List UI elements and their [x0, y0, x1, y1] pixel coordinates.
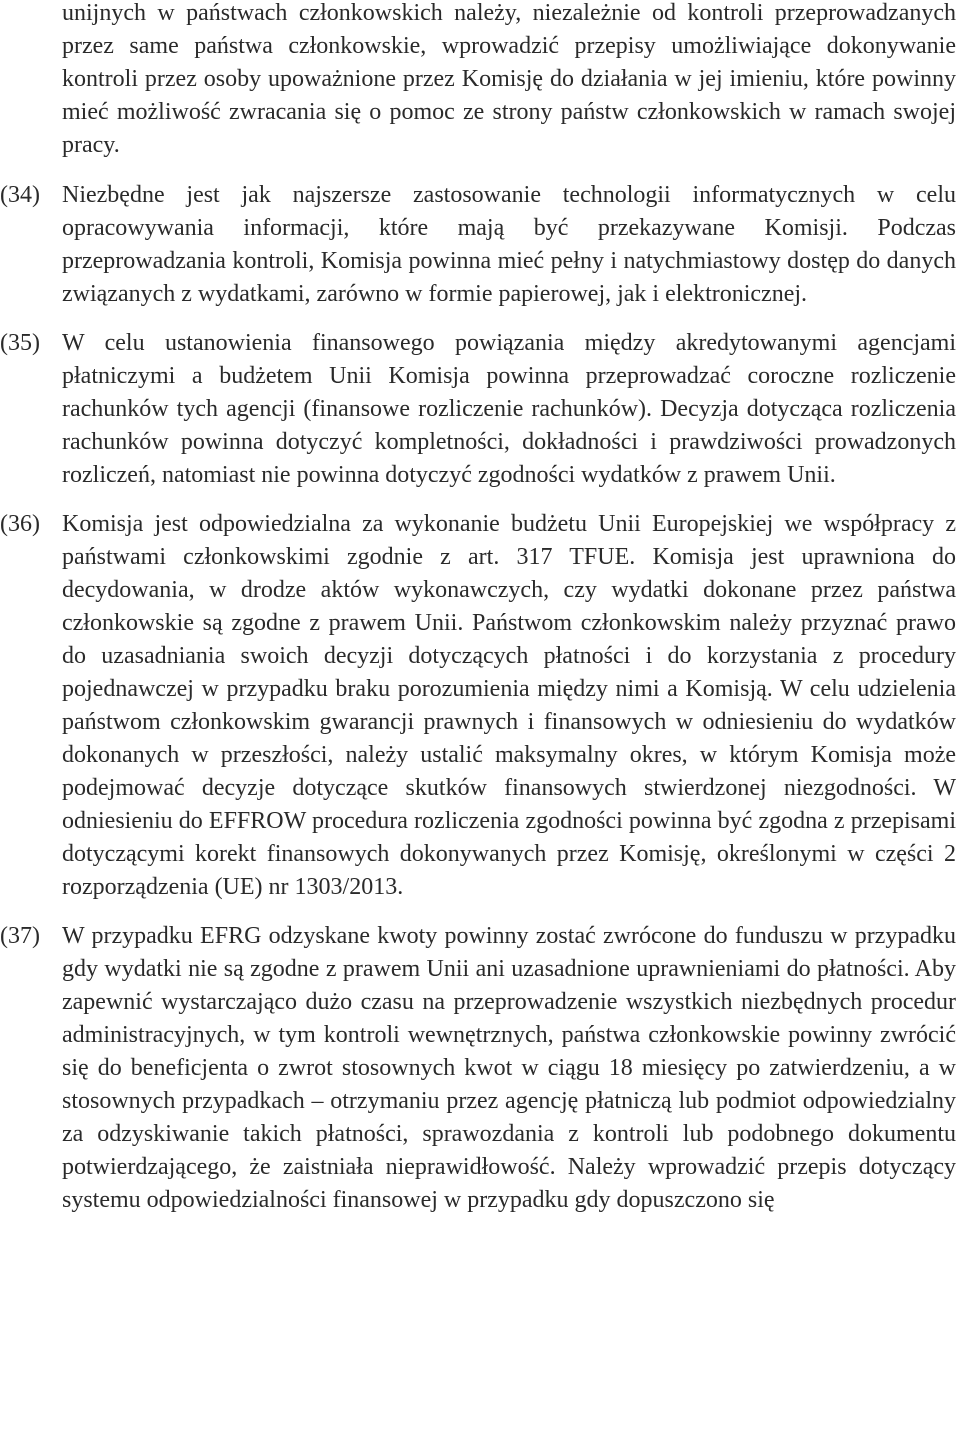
recital-36 — [0, 508, 956, 904]
recital-34 — [0, 179, 956, 311]
recital-number: (34) — [0, 182, 40, 208]
recital-number: (37) — [0, 923, 40, 949]
intro-paragraph — [0, 0, 956, 162]
intro-text: unijnych w państwach członkowskich należy, niezależnie od kontroli przeprowadzanych przez same państwa członkowskie, wprowadzić przepisy umożliwiające dokonywanie kontroli przez osoby upoważnione przez Komisję do działania w jej imieniu, które powinny mieć możliwość zwracania się o pomoc ze strony państw członkowskich w ramach swojej pracy. — [62, 0, 956, 158]
recital-text: Niezbędne jest jak najszersze zastosowanie technologii informatycznych w celu opracowywania informacji, które mają być przekazywane Komisji. Podczas przeprowadzania kontroli, Komisja powinna mieć pełny i natychmiastowy dostęp do danych związanych z wydatkami, zarówno w formie papierowej, jak i elektronicznej. — [62, 182, 956, 307]
recital-text: Komisja jest odpowiedzialna za wykonanie budżetu Unii Europejskiej we współpracy z państwami członkowskimi zgodnie z art. 317 TFUE. Komisja jest uprawniona do decydowania, w drodze aktów wykonawczych, czy wydatki dokonane przez państwa członkowskie są zgodne z prawem Unii. Państwom członkowskim należy przyznać prawo do uzasadniania swoich decyzji dotyczących płatności i do korzystania z procedury pojednawczej w przypadku braku porozumienia między nimi a Komisją. W celu udzielenia państwom członkowskim gwarancji prawnych i finansowych w odniesieniu do wydatków dokonanych w przeszłości, należy ustalić maksymalny okres, w którym Komisja może podejmować decyzje dotyczące skutków finansowych stwierdzonej niezgodności. W odniesieniu do EFFROW procedura rozliczenia zgodności powinna być zgodna z przepisami dotyczącymi korekt finansowych dokonywanych przez Komisję, określonymi w części 2 rozporządzenia (UE) nr 1303/2013. — [62, 511, 956, 900]
recital-text: W celu ustanowienia finansowego powiązania między akredytowanymi agencjami płatniczymi a budżetem Unii Komisja powinna przeprowadzać coroczne rozliczenie rachunków tych agencji (finansowe rozliczenie rachunków). Decyzja dotycząca rozliczenia rachunków powinna dotyczyć kompletności, dokładności i prawdziwości prowadzonych rozliczeń, natomiast nie powinna dotyczyć zgodności wydatków z prawem Unii. — [62, 330, 956, 488]
recital-37 — [0, 920, 956, 1217]
recital-35 — [0, 327, 956, 492]
recital-number: (36) — [0, 511, 40, 537]
recital-number: (35) — [0, 330, 40, 356]
recital-text: W przypadku EFRG odzyskane kwoty powinny zostać zwrócone do funduszu w przypadku gdy wydatki nie są zgodne z prawem Unii ani uzasadnione uprawnieniami do płatności. Aby zapewnić wystarczająco dużo czasu na przeprowadzenie wszystkich niezbędnych procedur administracyjnych, w tym kontroli wewnętrznych, państwa członkowskie powinny zwrócić się do beneficjenta o zwrot stosownych kwot w ciągu 18 miesięcy po zatwierdzeniu, a w stosownych przypadkach – otrzymaniu przez agencję płatniczą lub podmiot odpowiedzialny za odzyskiwanie takich płatności, sprawozdania z kontroli lub podobnego dokumentu potwierdzającego, że zaistniała nieprawidłowość. Należy wprowadzić przepis dotyczący systemu odpowiedzialności finansowej w przypadku gdy dopuszczono się — [62, 923, 956, 1213]
